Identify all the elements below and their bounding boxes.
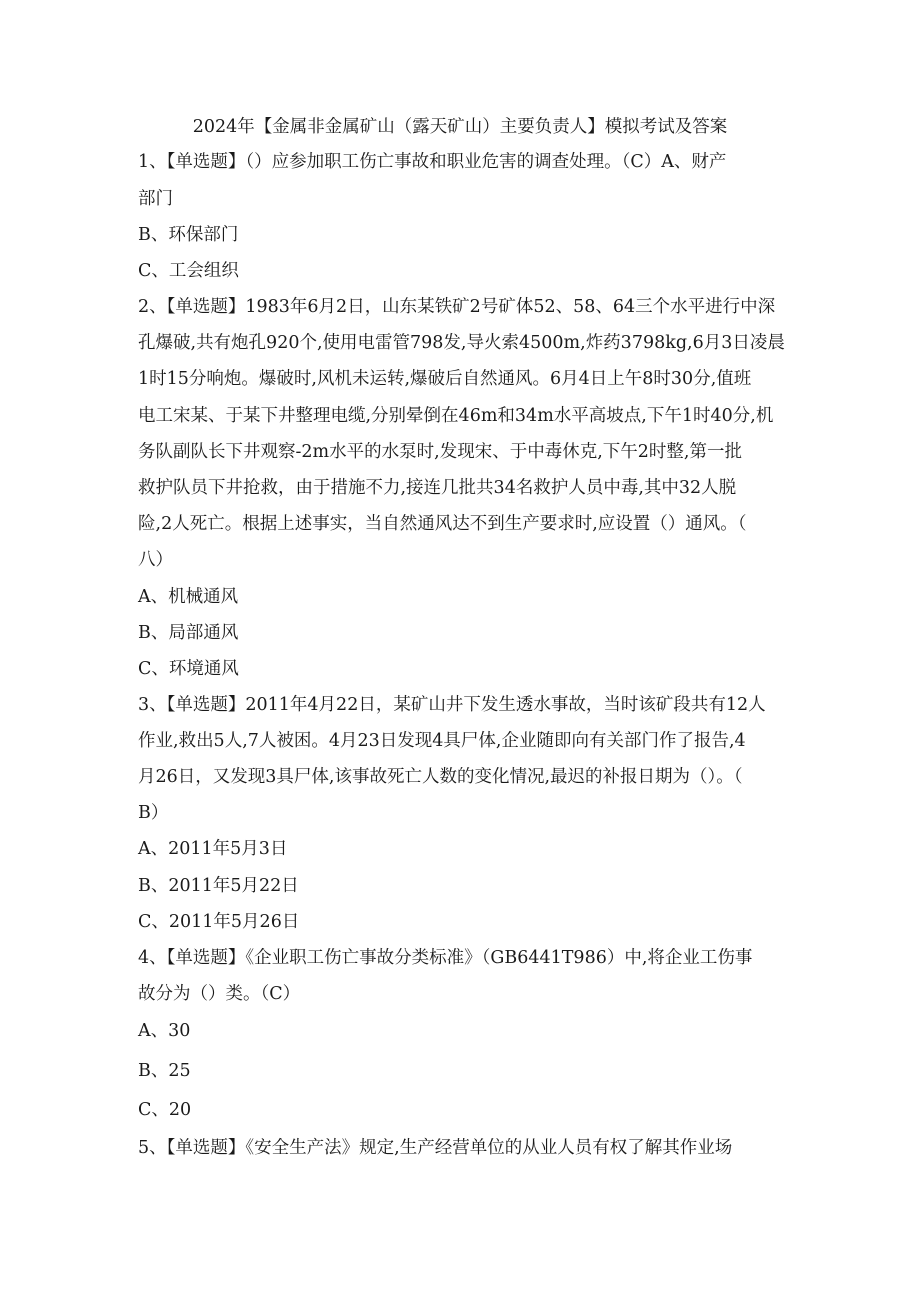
q1-stem-line: 1、【单选题】（）应参加职工伤亡事故和职业危害的调查处理。（C）A、财产 bbox=[138, 152, 727, 172]
q2-stem-line: 电工宋某、于某下井整理电缆,分别晕倒在46m和34m水平高坡点,下午1时40分,机 bbox=[138, 406, 774, 426]
q4-option-b: B、25 bbox=[138, 1061, 191, 1081]
q3-option-a: A、2011年5月3日 bbox=[138, 839, 288, 859]
q2-stem-line: 1时15分响炮。爆破时,风机未运转,爆破后自然通风。6月4日上午8时30分,值班 bbox=[138, 369, 752, 389]
q1-stem-line: 部门 bbox=[138, 189, 173, 209]
q4-option-a: A、30 bbox=[138, 1021, 191, 1041]
q2-stem-line: 孔爆破,共有炮孔920个,使用电雷管798发,导火索4500m,炸药3798kg,6月3日凌晨 bbox=[138, 333, 785, 353]
q4-stem-line: 4、【单选题】《企业职工伤亡事故分类标准》（GB6441T986）中,将企业工伤事 bbox=[138, 948, 753, 968]
document-title: 2024年【金属非金属矿山（露天矿山）主要负责人】模拟考试及答案 bbox=[192, 117, 728, 137]
q2-option-a: A、机械通风 bbox=[138, 587, 239, 607]
q1-option-b: B、环保部门 bbox=[138, 225, 239, 245]
q3-option-c: C、2011年5月26日 bbox=[138, 912, 300, 932]
q4-option-c: C、20 bbox=[138, 1100, 192, 1120]
q2-option-c: C、环境通风 bbox=[138, 659, 239, 679]
q2-stem-line: 险,2人死亡。根据上述事实，当自然通风达不到生产要求时,应设置（）通风。（ bbox=[138, 514, 747, 534]
q3-option-b: B、2011年5月22日 bbox=[138, 876, 299, 896]
q2-option-b: B、局部通风 bbox=[138, 623, 239, 643]
q3-stem-line: 作业,救出5人,7人被困。4月23日发现4具尸体,企业随即向有关部门作了报告,4 bbox=[138, 731, 746, 751]
q3-stem-line: 月26日，又发现3具尸体,该事故死亡人数的变化情况,最迟的补报日期为（）。（ bbox=[138, 767, 743, 787]
q4-stem-line: 故分为（）类。（C） bbox=[138, 984, 301, 1004]
q3-stem-line: 3、【单选题】2011年4月22日，某矿山井下发生透水事故，当时该矿段共有12人 bbox=[138, 695, 766, 715]
q3-answer-line: B） bbox=[138, 803, 169, 823]
q2-stem-line: 务队副队长下井观察-2m水平的水泵时,发现宋、于中毒休克,下午2时整,第一批 bbox=[138, 442, 742, 462]
q5-stem-line: 5、【单选题】《安全生产法》规定,生产经营单位的从业人员有权了解其作业场 bbox=[138, 1138, 733, 1158]
q2-stem-line: 救护队员下井抢救，由于措施不力,接连几批共34名救护人员中毒,其中32人脱 bbox=[138, 478, 737, 498]
q1-option-c: C、工会组织 bbox=[138, 261, 239, 281]
q2-answer-line: 八） bbox=[138, 550, 173, 570]
q2-stem-line: 2、【单选题】1983年6月2日，山东某铁矿2号矿体52、58、64三个水平进行中深 bbox=[138, 297, 776, 317]
